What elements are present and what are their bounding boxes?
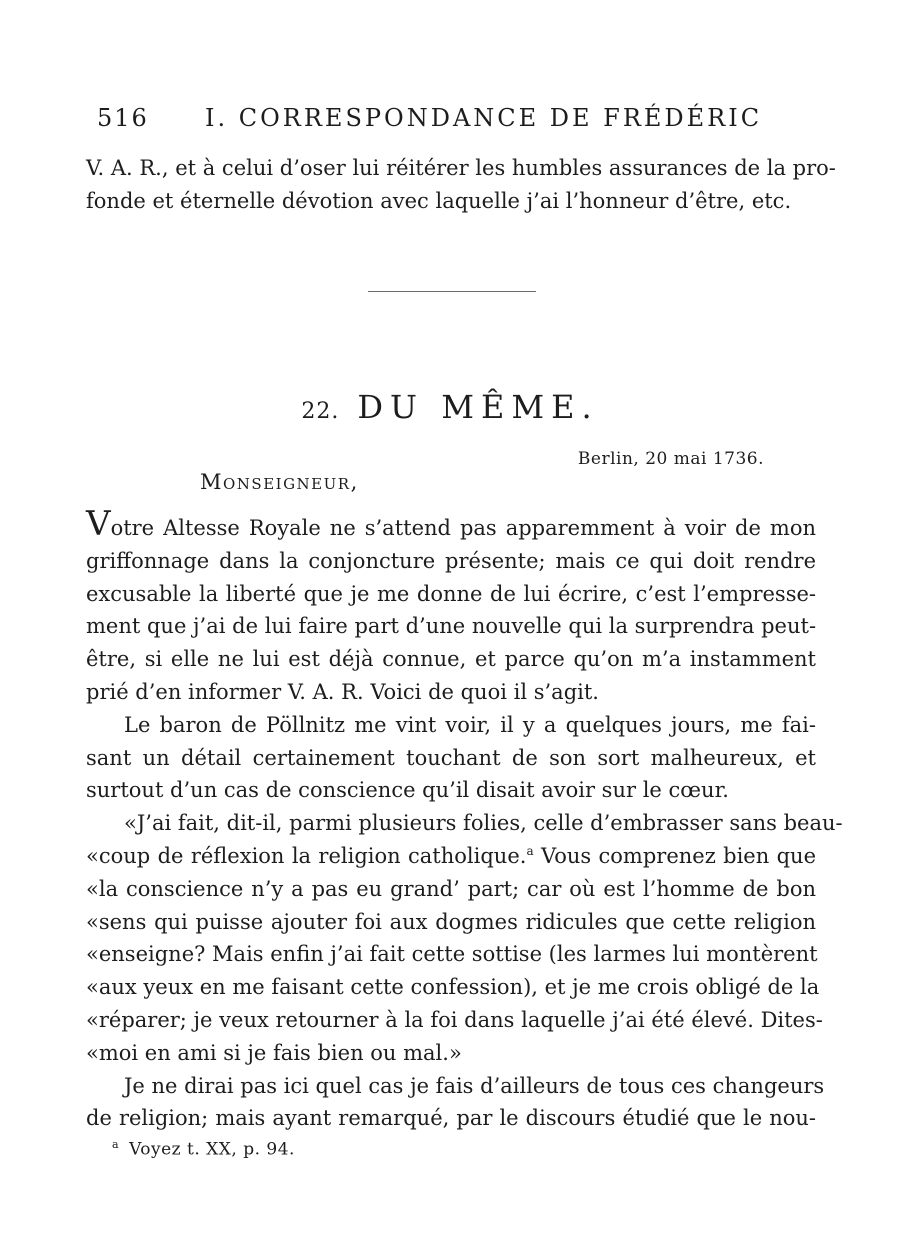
text-line <box>86 840 816 873</box>
dateline: Berlin, 20 mai 1736. <box>577 449 764 469</box>
text-line: être, si elle ne lui est déjà connue, et parce qu’on m’a instamment <box>86 647 816 672</box>
section-number: 22. <box>301 399 340 424</box>
text-line: Je ne dirai pas ici quel cas je fais d’ailleurs de tous ces changeurs <box>124 1073 825 1098</box>
page-number: 516 <box>97 104 149 132</box>
text-line: «la conscience n’y a pas eu grand’ part; car où est l’homme de bon <box>86 876 816 901</box>
text-line: de religion; mais ayant remarqué, par le discours étudié que le nou- <box>86 1106 816 1131</box>
text-line: «enseigne? Mais enfin j’ai fait cette sottise (les larmes lui montèrent <box>86 942 818 967</box>
text-fragment: «coup de réflexion la religion catholique. <box>86 843 527 868</box>
text-line: «sens qui puisse ajouter foi aux dogmes ridicules que cette religion <box>86 909 816 934</box>
text-line: fonde et éternelle dévotion avec laquelle j’ai l’honneur d’être, etc. <box>86 188 792 213</box>
text-line: prié d’en informer V. A. R. Voici de quoi il s’agit. <box>86 679 599 704</box>
text-line: «aux yeux en me faisant cette confession), et je me crois obligé de la <box>86 975 820 1000</box>
running-head <box>97 104 817 138</box>
text-line: «réparer; je veux retourner à la foi dans laquelle j’ai été élevé. Dites- <box>86 1007 823 1032</box>
opening-paragraph <box>86 152 836 218</box>
letter-body <box>86 504 843 1135</box>
section-separator <box>368 291 536 292</box>
footnote-mark: a <box>112 1138 120 1151</box>
section-title: DU MÊME. <box>357 388 599 426</box>
text-line: ment que j’ai de lui faire part d’une nouvelle qui la surprendra peut- <box>86 614 817 639</box>
text-line-content: otre Altesse Royale ne s’attend pas apparemment à voir de mon <box>110 516 816 540</box>
section-heading <box>0 388 900 426</box>
text-line: sant un détail certainement touchant de son sort malheureux, et <box>86 745 816 770</box>
footnote-text: Voyez t. XX, p. 94. <box>129 1139 295 1160</box>
text-fragment: Vous comprenez bien que <box>533 843 817 868</box>
footnote <box>112 1138 295 1160</box>
salutation: Monseigneur, <box>200 470 359 494</box>
text-line: «moi en ami si je fais bien ou mal.» <box>86 1040 462 1065</box>
running-title: I. CORRESPONDANCE DE FRÉDÉRIC <box>205 104 763 132</box>
text-line: «J’ai fait, dit-il, parmi plusieurs folies, celle d’embrasser sans beau- <box>124 811 843 836</box>
text-line: excusable la liberté que je me donne de lui écrire, c’est l’empresse- <box>86 581 816 606</box>
text-line: griffonnage dans la conjoncture présente; mais ce qui doit rendre <box>86 548 816 573</box>
footnote-reference[interactable]: a <box>526 843 534 858</box>
text-line: Le baron de Pöllnitz me vint voir, il y a quelques jours, me fai- <box>124 712 816 737</box>
text-line <box>86 504 816 545</box>
text-line: surtout d’un cas de conscience qu’il disait avoir sur le cœur. <box>86 778 729 803</box>
initial-letter: V <box>86 504 111 544</box>
text-line: V. A. R., et à celui d’oser lui réitérer les humbles assurances de la pro- <box>86 156 836 180</box>
